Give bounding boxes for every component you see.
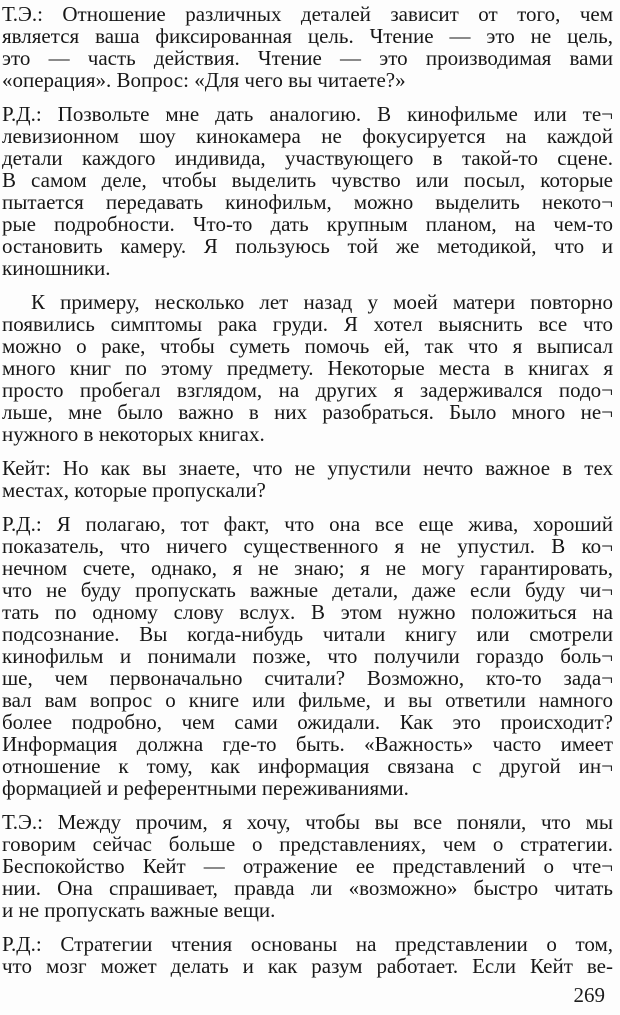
text-line: нечном счете, однако, я не знаю; я не могу гарантировать, <box>2 556 613 580</box>
paragraph <box>2 103 613 279</box>
page-number: 269 <box>573 983 605 1007</box>
paragraph <box>2 513 613 799</box>
text-line: отношение к тому, как информация связана с другой ин¬ <box>2 754 613 778</box>
text-line: можно о раке, чтобы суметь помочь ей, так что я выписал <box>2 334 613 358</box>
text-line: что мозг может делать и как разум работает. Если Кейт ве- <box>2 954 613 978</box>
text-line: Информация должна где-то быть. «Важность» часто имеет <box>2 732 613 756</box>
text-line: левизионном шоу кинокамера не фокусируется на каждой <box>2 124 613 148</box>
text-line: Р.Д.: Позвольте мне дать аналогию. В кинофильме или те¬ <box>2 102 613 126</box>
text-line: и не пропускать важные вещи. <box>2 898 276 922</box>
text-line: что не буду пропускать важные детали, даже если буду чи¬ <box>2 578 613 602</box>
text-line: В самом деле, чтобы выделить чувство или посыл, которые <box>2 168 613 192</box>
text-line: появились симптомы рака груди. Я хотел выяснить все что <box>2 312 613 336</box>
text-line: льше, мне было важно в них разобраться. Было много не¬ <box>2 400 613 424</box>
text-line: Р.Д.: Я полагаю, тот факт, что она все еще жива, хороший <box>2 512 613 536</box>
text-line: К примеру, несколько лет назад у моей матери повторно <box>31 290 613 314</box>
text-line: рые подробности. Что-то дать крупным планом, на чем-то <box>2 212 613 236</box>
text-line: формацией и референтными переживаниями. <box>2 776 409 800</box>
text-line: «операция». Вопрос: «Для чего вы читаете?» <box>2 68 406 92</box>
text-line: нии. Она спрашивает, правда ли «возможно» быстро читать <box>2 876 613 900</box>
text-line: тать по одному слову вслух. В этом нужно положиться на <box>2 600 613 624</box>
text-line: много книг по этому предмету. Некоторые места в книгах я <box>2 356 613 380</box>
paragraph <box>2 291 613 445</box>
text-line: Беспокойство Кейт — отражение ее представлений о чте¬ <box>2 854 613 878</box>
paragraph <box>2 933 613 977</box>
text-line: говорим сейчас больше о представлениях, чем о стратегии. <box>2 832 613 856</box>
text-line: является ваша фиксированная цель. Чтение — это не цель, <box>2 24 613 48</box>
text-line: остановить камеру. Я пользуюсь той же методикой, что и <box>2 234 613 258</box>
text-line: ше, чем первоначально считали? Возможно, кто-то зада¬ <box>2 666 613 690</box>
text-line: нужного в некоторых книгах. <box>2 422 265 446</box>
paragraph <box>2 457 613 501</box>
text-line: это — часть действия. Чтение — это производимая вами <box>2 46 613 70</box>
text-line: киношники. <box>2 256 111 280</box>
text-line: кинофильм и понимали позже, что получили гораздо боль¬ <box>2 644 613 668</box>
text-line: Р.Д.: Стратегии чтения основаны на представлении о том, <box>2 932 613 956</box>
text-line: показатель, что ничего существенного я не упустил. В ко¬ <box>2 534 613 558</box>
page-text <box>2 3 613 977</box>
paragraph <box>2 811 613 921</box>
text-line: пытается передавать кинофильм, можно выделить некото¬ <box>2 190 613 214</box>
text-line: подсознание. Вы когда-нибудь читали книгу или смотрели <box>2 622 613 646</box>
text-line: Т.Э.: Отношение различных деталей зависит от того, чем <box>2 2 613 26</box>
text-line: детали каждого индивида, участвующего в такой-то сцене. <box>2 146 613 170</box>
text-line: просто пробегал взглядом, на других я задерживался подо¬ <box>2 378 613 402</box>
text-line: более подробно, чем сами ожидали. Как это происходит? <box>2 710 613 734</box>
text-line: Т.Э.: Между прочим, я хочу, чтобы вы все поняли, что мы <box>2 810 613 834</box>
paragraph <box>2 3 613 91</box>
text-line: вал вам вопрос о книге или фильме, и вы ответили намного <box>2 688 613 712</box>
text-line: Кейт: Но как вы знаете, что не упустили нечто важное в тех <box>2 456 613 480</box>
text-line: местах, которые пропускали? <box>2 478 266 502</box>
